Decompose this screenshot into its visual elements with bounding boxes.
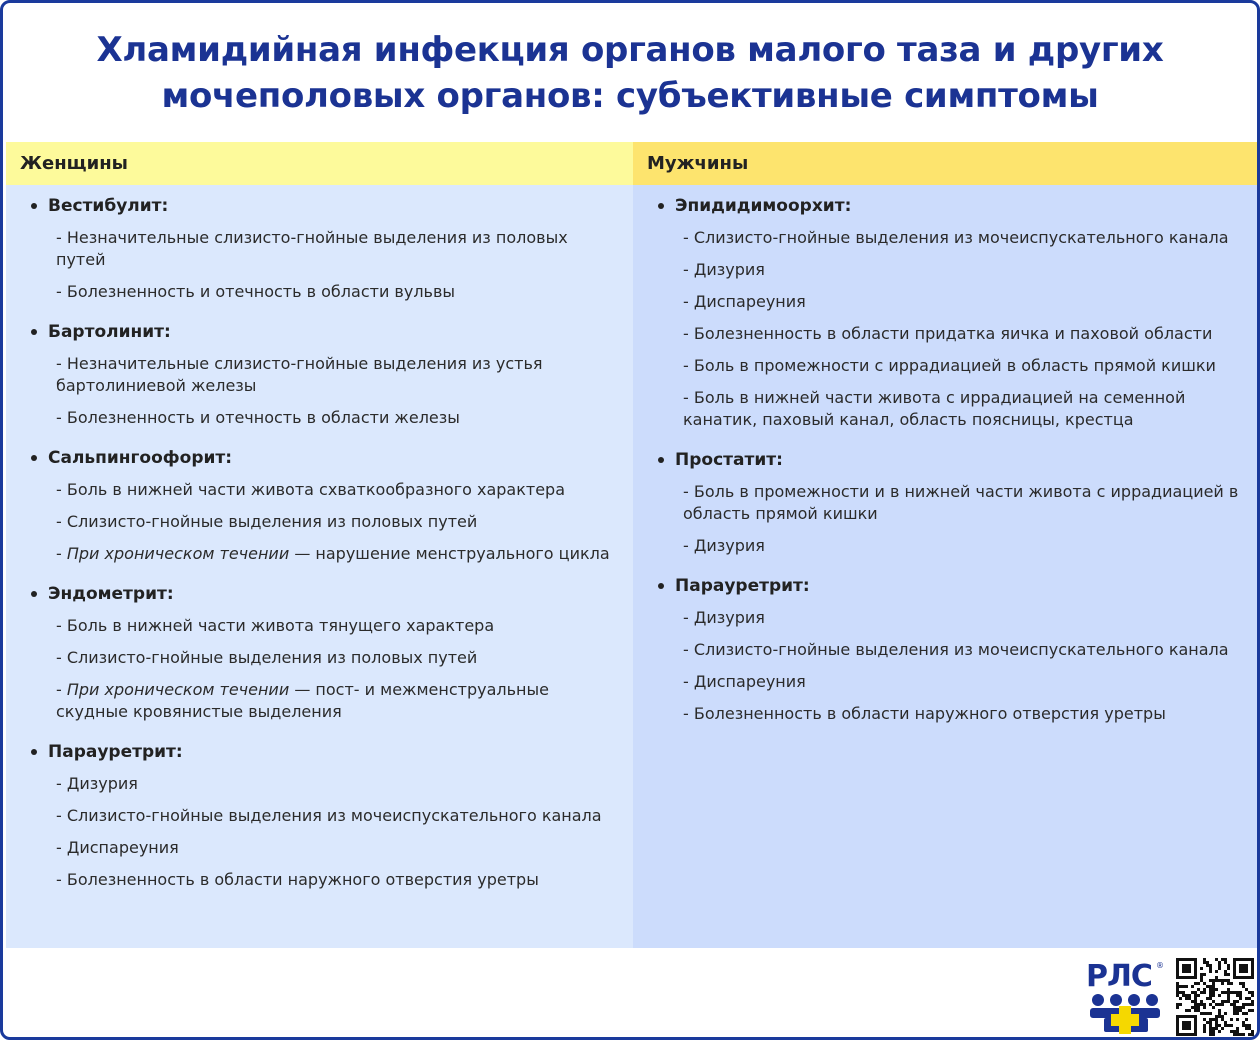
women-column <box>6 142 633 948</box>
women-section <box>30 583 613 723</box>
symptom-item <box>30 679 613 723</box>
section-heading-text: Сальпингоофорит: <box>48 448 233 468</box>
bullet-icon <box>658 203 664 209</box>
symptom-item <box>657 703 1250 725</box>
symptom-text: - Незначительные слизисто-гнойные выделения из половых путей <box>56 228 568 269</box>
men-column-header: Мужчины <box>633 142 1260 185</box>
bullet-icon <box>31 455 37 461</box>
symptoms-table <box>6 142 1260 948</box>
women-column-header: Женщины <box>6 142 633 185</box>
men-column-body <box>633 185 1260 725</box>
symptom-item <box>30 281 613 303</box>
symptom-text: - Незначительные слизисто-гнойные выделения из устья бартолиниевой железы <box>56 354 543 395</box>
section-heading <box>30 583 613 605</box>
symptom-item <box>657 259 1250 281</box>
symptom-item <box>30 837 613 859</box>
bullet-icon <box>31 203 37 209</box>
symptom-prefix: - <box>56 544 67 563</box>
men-section <box>657 449 1250 557</box>
section-heading-text: Парауретрит: <box>675 576 810 596</box>
rls-logo-icon <box>1086 958 1166 1036</box>
symptom-item <box>30 407 613 429</box>
section-heading-text: Вестибулит: <box>48 196 169 216</box>
symptom-text: - Дизурия <box>683 536 765 555</box>
symptom-item <box>657 323 1250 345</box>
symptom-text: - Болезненность и отечность в области вульвы <box>56 282 456 301</box>
symptom-item <box>657 227 1250 249</box>
symptom-item <box>30 773 613 795</box>
symptom-item <box>30 869 613 891</box>
symptom-item <box>657 535 1250 557</box>
symptom-text: - Слизисто-гнойные выделения из мочеиспускательного канала <box>56 806 602 825</box>
symptom-item <box>30 805 613 827</box>
section-heading-text: Эпидидимоорхит: <box>675 196 852 216</box>
section-heading <box>30 321 613 343</box>
symptom-text: - Слизисто-гнойные выделения из мочеиспускательного канала <box>683 640 1229 659</box>
bullet-icon <box>31 329 37 335</box>
symptom-text: - Болезненность в области наружного отверстия уретры <box>683 704 1166 723</box>
symptom-text: - Слизисто-гнойные выделения из половых путей <box>56 512 478 531</box>
section-heading <box>657 575 1250 597</box>
symptom-item <box>30 615 613 637</box>
symptom-item <box>657 355 1250 377</box>
section-heading <box>30 195 613 217</box>
symptom-text: - Болезненность в области наружного отверстия уретры <box>56 870 539 889</box>
symptom-item <box>657 671 1250 693</box>
women-section <box>30 741 613 891</box>
symptom-item <box>30 647 613 669</box>
symptom-italic-note: При хроническом течении <box>66 680 290 699</box>
symptom-item <box>30 227 613 271</box>
symptom-item <box>657 607 1250 629</box>
symptom-text: - Болезненность в области придатка яичка и паховой области <box>683 324 1213 343</box>
title-line-2: мочеполовых органов: субъективные симптомы <box>161 76 1099 116</box>
page-title <box>3 27 1257 119</box>
men-section <box>657 575 1250 725</box>
symptom-item <box>30 543 613 565</box>
symptom-text: - Боль в промежности с иррадиацией в область прямой кишки <box>683 356 1216 375</box>
symptom-text: - Боль в нижней части живота тянущего характера <box>56 616 495 635</box>
symptom-text: - Боль в нижней части живота с иррадиацией на семенной канатик, паховый канал, область поясницы, крестца <box>683 388 1186 429</box>
symptom-text: - Дизурия <box>683 608 765 627</box>
symptom-item <box>657 387 1250 431</box>
section-heading <box>657 195 1250 217</box>
symptom-text: - Слизисто-гнойные выделения из половых путей <box>56 648 478 667</box>
rls-logo <box>1086 958 1166 1036</box>
women-column-body <box>6 185 633 891</box>
symptom-item <box>30 511 613 533</box>
logo-registered-mark: ® <box>1156 961 1164 970</box>
bullet-icon <box>658 583 664 589</box>
men-column <box>633 142 1260 948</box>
women-section <box>30 195 613 303</box>
symptom-item <box>657 481 1250 525</box>
symptom-text: - Дизурия <box>683 260 765 279</box>
symptom-text: - Дизурия <box>56 774 138 793</box>
women-section <box>30 321 613 429</box>
symptom-text: - Диспареуния <box>683 672 806 691</box>
symptom-prefix: - <box>56 680 67 699</box>
symptom-text: - Диспареуния <box>56 838 179 857</box>
section-heading-text: Парауретрит: <box>48 742 183 762</box>
section-heading <box>657 449 1250 471</box>
symptom-item <box>30 353 613 397</box>
bullet-icon <box>658 457 664 463</box>
symptom-item <box>30 479 613 501</box>
section-heading <box>30 447 613 469</box>
bullet-icon <box>31 749 37 755</box>
section-heading-text: Эндометрит: <box>48 584 174 604</box>
symptom-text: - Боль в промежности и в нижней части живота с иррадиацией в область прямой кишки <box>683 482 1239 523</box>
section-heading-text: Бартолинит: <box>48 322 171 342</box>
qr-code-icon <box>1176 958 1254 1036</box>
symptom-item <box>657 639 1250 661</box>
symptom-text: — пост- и межменструальные скудные кровянистые выделения <box>56 680 549 721</box>
logo-text: РЛС <box>1086 959 1152 994</box>
symptom-italic-note: При хроническом течении <box>66 544 290 563</box>
bullet-icon <box>31 591 37 597</box>
title-line-1: Хламидийная инфекция органов малого таза и других <box>96 30 1164 70</box>
symptom-item <box>657 291 1250 313</box>
symptom-text: - Боль в нижней части живота схваткообразного характера <box>56 480 565 499</box>
men-section <box>657 195 1250 431</box>
symptom-text: - Слизисто-гнойные выделения из мочеиспускательного канала <box>683 228 1229 247</box>
women-section <box>30 447 613 565</box>
section-heading-text: Простатит: <box>675 450 783 470</box>
symptom-text: - Болезненность и отечность в области железы <box>56 408 460 427</box>
symptom-text: — нарушение менструального цикла <box>289 544 610 563</box>
section-heading <box>30 741 613 763</box>
symptom-text: - Диспареуния <box>683 292 806 311</box>
